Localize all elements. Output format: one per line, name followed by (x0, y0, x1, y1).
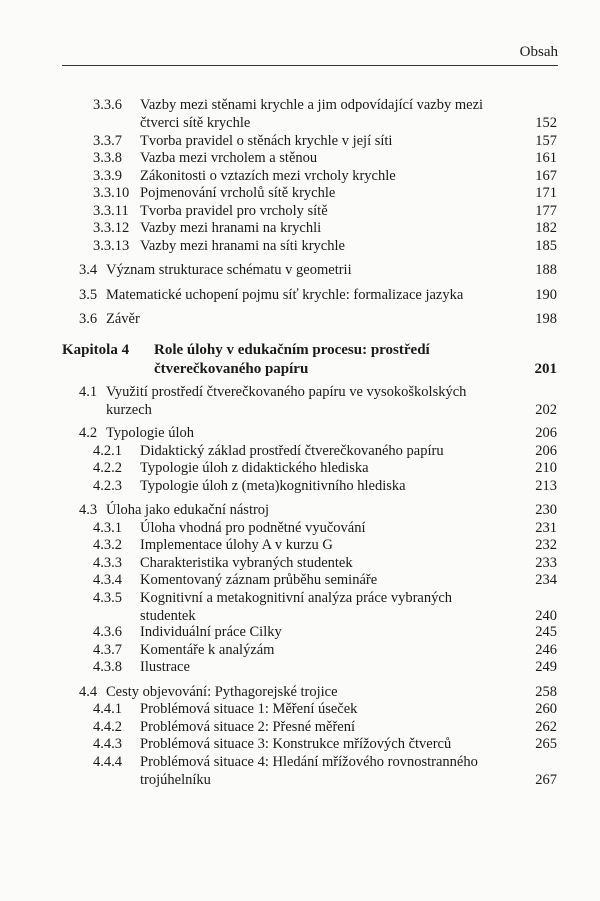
toc-entry-title-continuation: čtverci sítě krychle (140, 114, 251, 131)
toc-entry-number: Kapitola 4 (62, 342, 130, 358)
toc-entry-title: Cesty objevování: Pythagorejské trojice (106, 684, 338, 700)
toc-entry-number: 3.3.7 (93, 133, 122, 149)
toc-entry-number: 3.6 (79, 311, 98, 327)
toc-page-number: 201 (534, 361, 557, 377)
toc-entry-title: Problémová situace 4: Hledání mřížového rovnostranného (140, 754, 478, 770)
toc-entry-title: Vazby mezi stěnami krychle a jim odpovídající vazby mezi (140, 97, 484, 113)
toc-entry-number: 3.3.13 (93, 238, 130, 254)
toc-entry-title: Matematické uchopení pojmu síť krychle: formalizace jazyka (106, 287, 464, 303)
toc-entry-number: 4.4.2 (93, 719, 122, 735)
toc-page-number: 202 (535, 401, 557, 418)
toc-entry-number: 3.3.9 (93, 168, 122, 184)
toc-page-number: 177 (535, 203, 557, 219)
toc-entry-number: 4.3.4 (93, 572, 122, 588)
toc-entry-number: 4.3.8 (93, 659, 122, 675)
toc-entry-title: Individuální práce Cilky (140, 624, 282, 640)
header-rule (62, 65, 558, 66)
toc-entry-title: Vazby mezi hranami na síti krychle (140, 238, 345, 254)
toc-entry-number: 3.3.8 (93, 150, 122, 166)
toc-page-number: 245 (535, 624, 557, 640)
toc-entry-title: Využití prostředí čtverečkovaného papíru ve vysokoškolských (106, 384, 467, 400)
toc-entry-title: Závěr (106, 311, 140, 327)
toc-entry-title: Kognitivní a metakognitivní analýza práce vybraných (140, 590, 453, 606)
toc-page-number: 240 (535, 607, 557, 624)
toc-entry-number: 4.3.7 (93, 642, 122, 658)
toc-entry-title: Význam strukturace schématu v geometrii (106, 262, 352, 278)
toc-entry-number: 4.3.1 (93, 520, 122, 536)
toc-page-number: 230 (535, 502, 557, 518)
toc-entry-number: 4.2 (79, 425, 98, 441)
toc-entry-number: 4.3.6 (93, 624, 122, 640)
toc-entry-number: 4.3.3 (93, 555, 122, 571)
toc-page-number: 190 (535, 287, 557, 303)
toc-page-number: 233 (535, 555, 557, 571)
toc-page-number: 206 (535, 443, 557, 459)
toc-entry-title: Role úlohy v edukačním procesu: prostředí (154, 342, 430, 358)
toc-entry-title: Typologie úloh z (meta)kognitivního hlediska (140, 478, 406, 494)
toc-entry-title: Didaktický základ prostředí čtverečkovaného papíru (140, 443, 444, 459)
toc-page-number: 234 (535, 572, 557, 588)
toc-entry-number: 4.1 (79, 384, 98, 400)
toc-entry-title: Charakteristika vybraných studentek (140, 555, 353, 571)
toc-entry-title: Problémová situace 3: Konstrukce mřížových čtverců (140, 736, 452, 752)
toc-page-number: 267 (535, 771, 557, 788)
toc-page-number: 232 (535, 537, 557, 553)
toc-page-number: 213 (535, 478, 557, 494)
toc-entry-title: Zákonitosti o vztazích mezi vrcholy krychle (140, 168, 396, 184)
toc-entry-title: Vazba mezi vrcholem a stěnou (140, 150, 318, 166)
toc-page-number: 206 (535, 425, 557, 441)
toc-page-number: 262 (535, 719, 557, 735)
toc-entry-number: 3.3.6 (93, 97, 122, 113)
toc-page-number: 182 (535, 220, 557, 236)
toc-entry-number: 4.4 (79, 684, 98, 700)
toc-entry-title-continuation: čtverečkovaného papíru (154, 361, 309, 377)
toc-entry-title: Komentáře k analýzám (140, 642, 275, 658)
toc-entry-number: 3.5 (79, 287, 98, 303)
toc-entry-title-continuation: trojúhelníku (140, 771, 211, 788)
toc-page-number: 157 (535, 133, 557, 149)
toc-entry-title: Pojmenování vrcholů sítě krychle (140, 185, 336, 201)
toc-page-number: 265 (535, 736, 557, 752)
toc-entry-title: Typologie úloh z didaktického hlediska (140, 460, 369, 476)
toc-entry-title: Úloha jako edukační nástroj (106, 502, 270, 518)
toc-entry-number: 4.4.4 (93, 754, 122, 770)
toc-entry-number: 4.3 (79, 502, 98, 518)
toc-page-number: 249 (535, 659, 557, 675)
toc-page-number: 167 (535, 168, 557, 184)
toc-entry-title: Úloha vhodná pro podnětné vyučování (140, 520, 366, 536)
toc-entry-number: 4.2.3 (93, 478, 122, 494)
toc-entry-title: Vazby mezi hranami na krychli (140, 220, 322, 236)
toc-entry-title: Problémová situace 1: Měření úseček (140, 701, 358, 717)
toc-entry-title: Problémová situace 2: Přesné měření (140, 719, 356, 735)
toc-page-number: 171 (535, 185, 557, 201)
toc-entry-title-continuation: kurzech (106, 401, 152, 418)
toc-page-number: 152 (535, 114, 557, 131)
toc-page-number: 258 (535, 684, 557, 700)
toc-page-number: 185 (535, 238, 557, 254)
toc-entry-number: 4.4.3 (93, 736, 122, 752)
toc-entry-number: 4.3.2 (93, 537, 122, 553)
running-header: Obsah (519, 44, 558, 60)
toc-entry-title-continuation: studentek (140, 607, 196, 624)
toc-entry-title: Typologie úloh (106, 425, 194, 441)
toc-page-number: 198 (535, 311, 557, 327)
toc-entry-number: 4.3.5 (93, 590, 122, 606)
toc-page-number: 246 (535, 642, 557, 658)
toc-page-number: 210 (535, 460, 557, 476)
toc-entry-number: 3.4 (79, 262, 98, 278)
toc-entry-title: Komentovaný záznam průběhu semináře (140, 572, 378, 588)
toc-page-number: 260 (535, 701, 557, 717)
toc-page-number: 161 (535, 150, 557, 166)
toc-entry-number: 4.2.2 (93, 460, 122, 476)
toc-entry-title: Tvorba pravidel pro vrcholy sítě (140, 203, 328, 219)
toc-entry-number: 3.3.12 (93, 220, 130, 236)
toc-entry-title: Implementace úlohy A v kurzu G (140, 537, 333, 553)
toc-entry-number: 4.4.1 (93, 701, 122, 717)
toc-entry-number: 3.3.11 (93, 203, 129, 219)
toc-page-number: 188 (535, 262, 557, 278)
toc-page-number: 231 (535, 520, 557, 536)
toc-entry-number: 3.3.10 (93, 185, 130, 201)
toc-entry-number: 4.2.1 (93, 443, 122, 459)
toc-entry-title: Ilustrace (140, 659, 190, 675)
toc-entry-title: Tvorba pravidel o stěnách krychle v její síti (140, 133, 393, 149)
